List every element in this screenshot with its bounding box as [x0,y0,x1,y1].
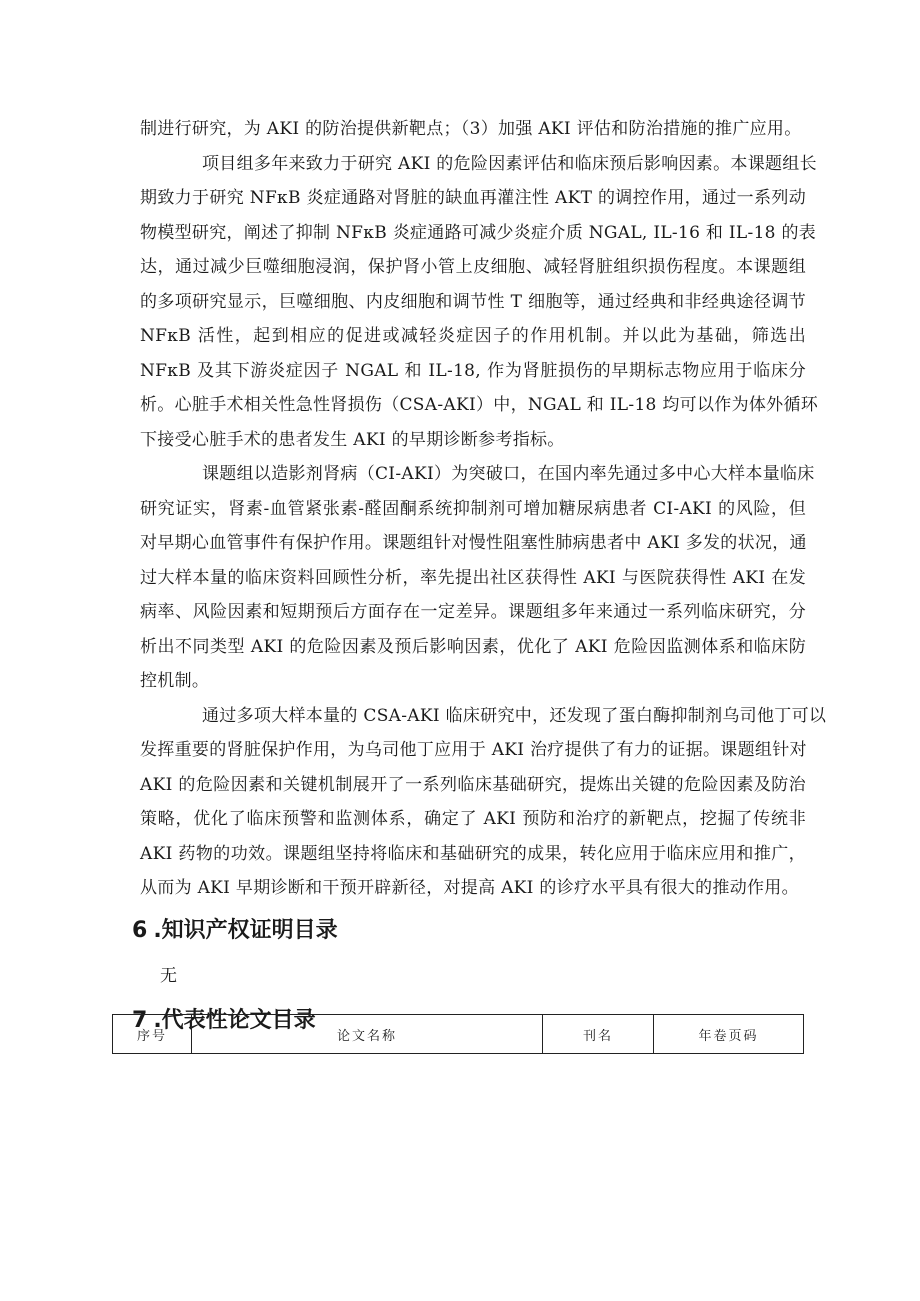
section-6-content: 无 [160,965,177,986]
table-header-row [113,1015,804,1054]
text-line: 控机制。 [140,671,210,691]
section-number: 6 [132,917,148,943]
text-line: 策略，优化了临床预警和监测体系，确定了 AKI 预防和治疗的新靶点，挖掘了传统非 [140,809,806,829]
text-line: NFκB 及其下游炎症因子 NGAL 和 IL-18, 作为肾脏损伤的早期标志物应用于临床分 [140,360,806,381]
header-year-volume-pages: 年卷页码 [654,1015,804,1054]
paragraph-csa-aki [140,699,827,906]
section-number: 7 [132,1007,148,1033]
text-line: 研究证实，肾素-血管紧张素-醛固酮系统抑制剂可增加糖尿病患者 CI-AKI 的风险，但 [140,498,806,519]
text-line: 析。心脏手术相关性急性肾损伤（CSA-AKI）中，NGAL 和 IL-18 均可以作为体外循环 [140,395,819,415]
text-line: 项目组多年来致力于研究 AKI 的危险因素评估和临床预后影响因素。本课题组长 [202,153,817,174]
header-serial: 序号 [113,1015,192,1054]
text-line: 析出不同类型 AKI 的危险因素及预后影响因素，优化了 AKI 危险因监测体系和临床防 [140,636,806,657]
text-line: 课题组以造影剂肾病（CI-AKI）为突破口，在国内率先通过多中心大样本量临床 [202,464,815,484]
text-line: 过大样本量的临床资料回顾性分析，率先提出社区获得性 AKI 与医院获得性 AKI 在发 [140,567,806,588]
header-journal: 刊名 [543,1015,654,1054]
main-content [132,112,827,1046]
section-6-heading [132,906,806,956]
header-paper-title: 论文名称 [192,1015,543,1054]
text-line: 的多项研究显示，巨噬细胞、内皮细胞和调节性 T 细胞等，通过经典和非经典途径调节 [140,291,806,312]
text-line: AKI 的危险因素和关键机制展开了一系列临床基础研究，提炼出关键的危险因素及防治 [140,774,806,795]
text-line: NFκB 活性，起到相应的促进或减轻炎症因子的作用机制。并以此为基础，筛选出 [140,326,806,346]
papers-table [112,1014,804,1054]
section-title: .代表性论文目录 [153,1007,316,1033]
text-line: 对早期心血管事件有保护作用。课题组针对慢性阻塞性肺病患者中 AKI 多发的状况，通 [140,533,807,553]
paragraph-continuation [140,112,806,147]
paragraph-risk-factors [140,147,819,458]
text-line: 制进行研究，为 AKI 的防治提供新靶点；（3）加强 AKI 评估和防治措施的推广应用。 [140,119,802,139]
text-line: 通过多项大样本量的 CSA-AKI 临床研究中，还发现了蛋白酶抑制剂乌司他丁可以 [202,705,827,726]
paragraph-ci-aki [140,457,815,699]
text-line: 发挥重要的肾脏保护作用，为乌司他丁应用于 AKI 治疗提供了有力的证据。课题组针对 [140,740,807,760]
text-line: 期致力于研究 NFκB 炎症通路对肾脏的缺血再灌注性 AKT 的调控作用，通过一系列动 [140,188,806,208]
section-title: .知识产权证明目录 [153,917,338,943]
text-line: 达，通过减少巨噬细胞浸润，保护肾小管上皮细胞、减轻肾脏组织损伤程度。本课题组 [140,257,806,277]
text-line: 病率、风险因素和短期预后方面存在一定差异。课题组多年来通过一系列临床研究，分 [140,602,806,622]
text-line: 下接受心脏手术的患者发生 AKI 的早期诊断参考指标。 [140,429,565,450]
text-line: 从而为 AKI 早期诊断和干预开辟新径，对提高 AKI 的诊疗水平具有很大的推动作用。 [140,878,799,898]
text-line: AKI 药物的功效。课题组坚持将临床和基础研究的成果，转化应用于临床应用和推广， [140,843,806,864]
text-line: 物模型研究，阐述了抑制 NFκB 炎症通路可减少炎症介质 NGAL, IL-16 和 IL-18 的表 [140,222,817,243]
